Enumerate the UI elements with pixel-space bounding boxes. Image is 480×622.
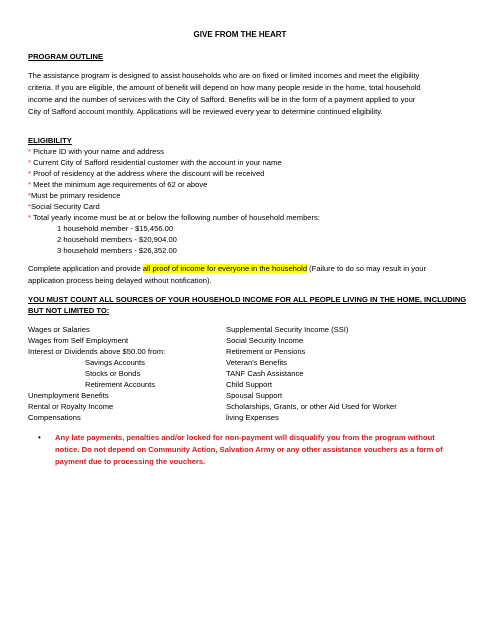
income-source: Scholarships, Grants, or other Aid Used for Worker — [226, 402, 397, 411]
application-note-line2: application process being delayed without notification). — [28, 276, 212, 285]
outline-line: income and the number of services with the City of Safford. Benefits will be in the form of a payment applied to your — [28, 95, 416, 104]
eligibility-item — [28, 213, 320, 222]
income-source: Savings Accounts — [85, 358, 145, 367]
income-source: Wages or Salaries — [28, 325, 90, 334]
eligibility-item-text: Total yearly income must be at or below the following number of household members: — [30, 213, 320, 222]
page-title: GIVE FROM THE HEART — [193, 30, 287, 39]
asterisk-icon: * — [28, 180, 31, 189]
application-note — [28, 264, 426, 273]
warning-line: payment due to processing the vouchers. — [55, 457, 206, 466]
asterisk-icon: * — [28, 158, 31, 167]
income-limit: 1 household member - $15,456.00 — [57, 224, 174, 233]
count-all-heading: BUT NOT LIMITED TO: — [28, 306, 110, 315]
eligibility-item — [28, 180, 207, 189]
eligibility-item — [28, 158, 282, 167]
outline-line: The assistance program is designed to assist households who are on fixed or limited incomes and meet the eligibility — [28, 71, 420, 80]
eligibility-item-text: Must be primary residence — [30, 191, 121, 200]
income-limit: 2 household members - $20,904.00 — [57, 235, 177, 244]
eligibility-item-text: Picture ID with your name and address — [30, 147, 164, 156]
eligibility-heading: ELIGIBILITY — [28, 136, 72, 145]
eligibility-item-text: Proof of residency at the address where the discount will be received — [30, 169, 265, 178]
income-source: Compensations — [28, 413, 81, 422]
eligibility-item — [28, 191, 120, 200]
asterisk-icon: * — [28, 147, 31, 156]
program-outline-heading: PROGRAM OUTLINE — [28, 52, 104, 61]
application-text: (Failure to do so may result in your — [307, 264, 427, 273]
income-source: Wages from Self Employment — [28, 336, 129, 345]
income-source: Retirement or Pensions — [226, 347, 306, 356]
income-source: Unemployment Benefits — [28, 391, 109, 400]
eligibility-item-text: Meet the minimum age requirements of 62 or above — [30, 180, 208, 189]
asterisk-icon: * — [28, 169, 31, 178]
outline-line: City of Safford account monthly. Applications will be reviewed every year to determine continued eligibility. — [28, 107, 383, 116]
income-source: Spousal Support — [226, 391, 283, 400]
eligibility-item-text: Current City of Safford residential customer with the account in your name — [30, 158, 282, 167]
income-source: living Expenses — [226, 413, 279, 422]
eligibility-item-text: Social Security Card — [30, 202, 100, 211]
eligibility-item — [28, 169, 264, 178]
application-text: Complete application and provide — [28, 264, 143, 273]
eligibility-item — [28, 202, 100, 211]
asterisk-icon: * — [28, 191, 31, 200]
income-source: Rental or Royalty Income — [28, 402, 114, 411]
income-source: Retirement Accounts — [85, 380, 156, 389]
income-source: Supplemental Security Income (SSI) — [226, 325, 349, 334]
outline-line: criteria. If you are eligible, the amount of benefit will depend on how many people reside in the home, total household — [28, 83, 421, 92]
income-source: Interest or Dividends above $50.00 from: — [28, 347, 166, 356]
income-source: Stocks or Bonds — [85, 369, 141, 378]
income-source: TANF Cash Assistance — [226, 369, 304, 378]
eligibility-item — [28, 147, 164, 156]
warning-line: Any late payments, penalties and/or locked for non-payment will disqualify you from the program without — [55, 433, 435, 442]
bullet-icon: • — [38, 433, 41, 442]
highlighted-text: all proof of income for everyone in the household — [142, 264, 308, 273]
warning-line: notice. Do not depend on Community Action, Salvation Army or any other assistance vouchers as a form of — [55, 445, 443, 454]
income-limit: 3 household members - $26,352.00 — [57, 246, 177, 255]
income-source: Social Security Income — [226, 336, 304, 345]
income-source: Child Support — [226, 380, 273, 389]
count-all-heading: YOU MUST COUNT ALL SOURCES OF YOUR HOUSEHOLD INCOME FOR ALL PEOPLE LIVING IN THE HOME, INCLUDING — [28, 295, 467, 304]
asterisk-icon: * — [28, 213, 31, 222]
income-source: Veteran’s Benefits — [226, 358, 288, 367]
asterisk-icon: * — [28, 202, 31, 211]
